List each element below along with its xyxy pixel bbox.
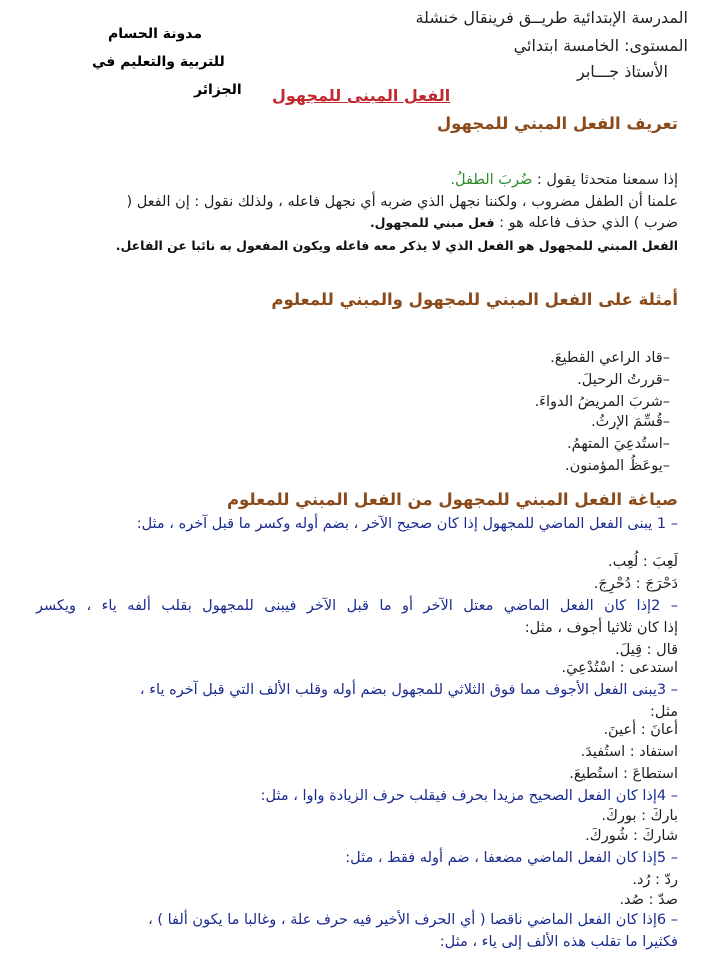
rule-1-example: لَعِبَ : لُعِب. <box>607 554 678 570</box>
rule-1: – 1 يبنى الفعل الماضي للمجهول إذا كان صحيح الآخر ، بضم أوله وكسر ما قبل آخره ، مثل: <box>136 516 678 532</box>
definition-line-1 <box>450 172 678 188</box>
school-name: المدرسة الإبتدائية طريــق فرينقال خنشلة <box>415 8 688 27</box>
rule-2-example: قال : قِيلَ. <box>615 642 678 658</box>
examples-heading: أمثلة على الفعل المبني للمجهول والمبني للمعلوم <box>271 290 678 309</box>
definition-heading: تعريف الفعل المبني للمجهول <box>436 114 678 133</box>
example-sentence: ضُربَ الطفلُ. <box>450 172 533 188</box>
rule-3-example: استفاد : استُفيدَ. <box>580 744 678 760</box>
definition-term: فعل مبني للمجهول. <box>369 215 495 230</box>
example-item: –قاد الراعي القطيعَ. <box>550 350 670 366</box>
example-item: –قُسِّمَ الإرثُ. <box>591 414 670 430</box>
definition-line-3 <box>370 215 678 231</box>
rule-3-line-1: – 3يبنى الفعل الأجوف مما فوق الثلاثي للمجهول بضم أوله وقلب الألف التي قبل آخره ياء ، <box>139 682 678 698</box>
blog-name: مدونة الحسام <box>108 26 202 42</box>
definition-line-1-text: إذا سمعنا متحدثا يقول : <box>532 172 678 188</box>
rule-2-line-2-text: إذا كان ثلاثيا أجوف ، مثل: <box>524 620 678 636</box>
rule-1-example: دَحْرَجَ : دُحْرِجَ. <box>593 576 678 592</box>
rule-6-line-1: – 6إذا كان الفعل الماضي ناقصا ( أي الحرف الأخير فيه حرف علة ، وغالبا ما يكون ألفا ) ، <box>148 912 678 928</box>
rule-5-example: ردّ : رُد. <box>632 872 678 888</box>
document-title: الفعل المبنى للمجهول <box>272 86 451 105</box>
formation-heading: صياغة الفعل المبني للمجهول من الفعل المبني للمعلوم <box>226 490 678 509</box>
rule-3-example: استطاعَ : استُطيعَ. <box>569 766 678 782</box>
rule-2-line-1: – 2إذا كان الفعل الماضي معتل الآخر أو ما قبل الآخر فيبنى للمجهول بقلب ألفه ياء ، ويكسر <box>36 598 679 614</box>
example-item: –شربَ المريضُ الدواءَ. <box>534 394 670 410</box>
rule-4-example: شاركَ : شُوركَ. <box>585 828 678 844</box>
class-level: المستوى: الخامسة ابتدائي <box>513 36 688 55</box>
definition-line-2: علمنا أن الطفل مضروب ، ولكننا نجهل الذي ضربه أي نجهل فاعله ، ولذلك نقول : إن الفعل ( <box>126 194 678 210</box>
rule-3-line-2: مثل: <box>649 704 678 720</box>
example-item: –استُدعِيَ المتهمُ. <box>567 436 670 452</box>
rule-5-example: صدّ : صُد. <box>619 892 678 908</box>
teacher-name: الأستاذ جـــابر <box>577 62 668 81</box>
example-item: –قررتُ الرحيلَ. <box>577 372 670 388</box>
rule-2-example: استدعى : اسْتُدْعِيَ. <box>561 660 678 676</box>
blog-subtitle: للتربية والتعليم في <box>92 54 225 70</box>
rule-3-example: أعانَ : أعينَ. <box>603 722 678 738</box>
rule-5: – 5إذا كان الفعل الماضي مضعفا ، ضم أوله فقط ، مثل: <box>345 850 678 866</box>
example-item: –يوعَظُ المؤمنون. <box>564 458 670 474</box>
blog-country: الجزائر <box>194 82 242 98</box>
rule-6-line-2: فكثيرا ما تقلب هذه الألف إلى ياء ، مثل: <box>439 934 678 950</box>
rule-4-example: باركَ : بوركَ. <box>601 808 678 824</box>
rule-4: – 4إذا كان الفعل الصحيح مزيدا بحرف فيقلب حرف الزيادة واوا ، مثل: <box>260 788 678 804</box>
rule-2-line-2 <box>525 620 678 636</box>
definition-line-3-text: ضرب ) الذي حذف فاعله هو : <box>494 215 678 231</box>
definition-summary: الفعل المبني للمجهول هو الفعل الذي لا يذكر معه فاعله ويكون المفعول به نائبا عن الفاعل. <box>115 238 678 253</box>
